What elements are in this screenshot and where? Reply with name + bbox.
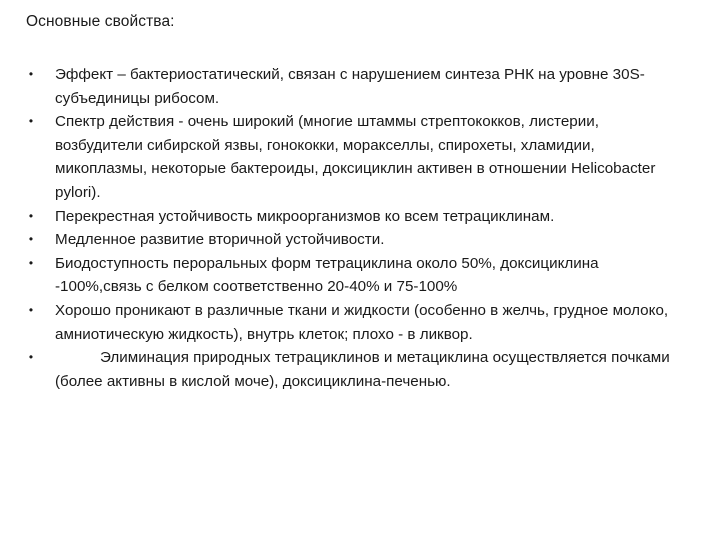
bullet-icon: • — [28, 67, 34, 81]
list-item — [24, 110, 684, 204]
list-item-text: Эффект – бактериостатический, связан с нарушением синтеза РНК на уровне 30S-субъединицы рибосом. — [55, 66, 645, 107]
bullet-icon: • — [28, 114, 34, 129]
slide-heading: Основные свойства: — [26, 13, 175, 30]
bullet-icon: • — [28, 302, 34, 317]
list-item-text: Перекрестная устойчивость микроорганизмов ко всем тетрациклинам. — [55, 207, 555, 225]
bullet-icon: • — [28, 255, 34, 270]
bullet-icon: • — [28, 208, 34, 223]
bullet-icon: • — [28, 350, 34, 365]
list-item-text-wrapper — [55, 346, 684, 393]
list-item-text: Элиминация природных тетрациклинов и метациклина осуществляется почками (более активны в кислой моче), доксициклина-печенью. — [55, 349, 670, 390]
list-item — [24, 252, 684, 299]
list-item-text: Спектр действия - очень широкий (многие штаммы стрептококков, листерии, возбудители сибирской язвы, гонококки, моракселлы, спирохеты, хламидии, микоплазмы, некоторые бактероиды, доксициклин активен в отношении Helicobacter pylori). — [55, 113, 656, 201]
list-item-text: Биодоступность пероральных форм тетрациклина около 50%, доксициклина -100%,связь с белком соответственно 20-40% и 75-100% — [55, 254, 599, 296]
list-item — [24, 205, 684, 229]
bullet-list — [24, 63, 684, 393]
bullet-icon: • — [28, 232, 34, 247]
list-item — [24, 228, 684, 252]
list-item-text: Медленное развитие вторичной устойчивости. — [55, 231, 385, 249]
list-item-text: Хорошо проникают в различные ткани и жидкости (особенно в желчь, грудное молоко, амниотическую жидкость), внутрь клеток; плохо - в ликвор. — [55, 301, 669, 343]
list-item — [24, 346, 684, 393]
list-item — [24, 299, 684, 346]
list-item — [24, 63, 684, 110]
